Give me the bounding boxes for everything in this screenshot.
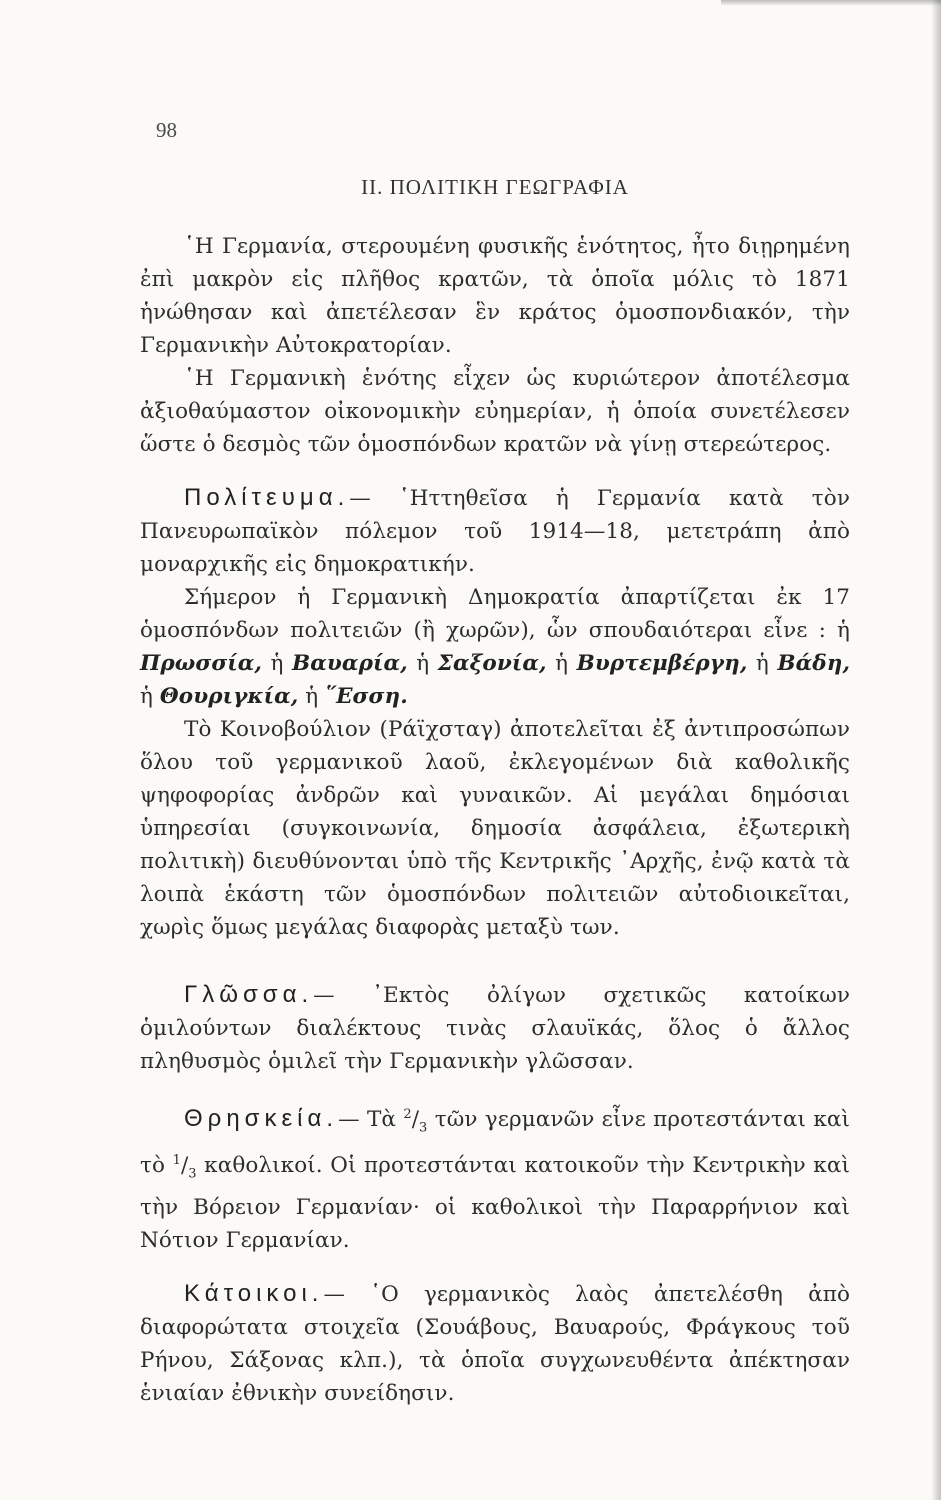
state-saxony: Σαξονία,	[437, 651, 547, 676]
religion-text-1: — Τὰ	[338, 1107, 397, 1133]
inhabitants-text: — ῾Ο γερμανικὸς λαὸς ἀπετελέσθη ἀπὸ διαφορώτατα στοιχεῖα (Σουάβους, Βαυαρούς, Φράγκους τοῦ Ρήνου, Σάξονας κλπ.), τὰ ὁποῖα συγχωνευθέντα ἀπέκτησαν ἑνιαίαν ἐθνικὴν συνείδησιν.	[140, 1281, 850, 1406]
heading-politeuma: Πολίτευμα.	[184, 484, 350, 511]
paragraph-politeuma	[140, 481, 850, 581]
state-baden: Βάδη,	[777, 651, 851, 676]
paragraph-states	[140, 581, 850, 713]
state-prussia: Πρωσσία,	[140, 651, 263, 676]
state-article: ἡ	[140, 684, 153, 709]
page-corner-shadow	[721, 0, 941, 6]
state-bavaria: Βαυαρία,	[291, 651, 408, 676]
fraction-denominator: 3	[419, 1120, 428, 1136]
paragraph-religion: Θρησκεία.— Τὰ $^2/_3$ τῶν γερμανῶν εἶνε προτεστάνται καὶ τὸ $^1/_3$ καθολικοί. Οἱ προτεστάνται κατοικοῦν τὴν Κεντρικὴν καὶ τὴν Βόρειον Γερμανίαν· οἱ καθολικοὶ τὴν Παραρρήνιον καὶ Νότιον Γερμανίαν.	[140, 1105, 851, 1253]
state-article: ἡ	[416, 651, 430, 676]
religion-text-3: καθολικοί. Οἱ προτεστάνται κατοικοῦν τὴν Κεντρικὴν καὶ τὴν Βόρειον Γερμανίαν· οἱ καθολικοὶ τὴν Παραρρήνιον καὶ Νότιον Γερμανίαν.	[140, 1153, 850, 1253]
state-thuringia: Θουριγκία,	[159, 684, 299, 709]
heading-religion: Θρησκεία.	[184, 1105, 339, 1133]
state-hesse: ῞Εσση.	[325, 684, 408, 709]
page-edge-shadow	[931, 0, 941, 1500]
state-article: ἡ	[270, 651, 284, 676]
paragraph-economy: ῾Η Γερμανικὴ ἑνότης εἶχεν ὡς κυριώτερον ἀποτέλεσμα ἀξιοθαύμαστον οἰκονομικὴν εὐημερίαν, ἡ ὁποία συνετέλεσεν ὥστε ὁ δεσμὸς τῶν ὁμοσπόνδων κρατῶν νὰ γίνῃ στερεώτερος.	[140, 366, 850, 457]
heading-inhabitants: Κάτοικοι.	[184, 1279, 324, 1307]
religion-text-2: τῶν γερμανῶν εἶνε προτεστάνται καὶ τὸ	[140, 1107, 851, 1179]
paragraph-unity: ῾Η Γερμανία, στερουμένη φυσικῆς ἑνότητος, ἦτο διῃρημένη ἐπὶ μακρὸν εἰς πλῆθος κρατῶν, τὰ ὁποῖα μόλις τὸ 1871 ἡνώθησαν καὶ ἀπετέλεσαν ἓν κράτος ὁμοσπονδιακόν, τὴν Γερμανικὴν Αὐτοκρατορίαν.	[140, 234, 850, 358]
politeuma-text: — ῾Ηττηθεῖσα ἡ Γερμανία κατὰ τὸν Πανευρωπαϊκὸν πόλεμον τοῦ 1914—18, μετετράπη ἀπὸ μοναρχικῆς εἰς δημοκρατικήν.	[140, 486, 850, 577]
state-article: ἡ	[305, 684, 319, 709]
section-title: II. ΠΟΛΙΤΙΚΗ ΓΕΩΓΡΑΦΙΑ	[361, 175, 629, 199]
fraction-denominator: 3	[188, 1166, 197, 1182]
state-article: ἡ	[555, 651, 569, 676]
heading-language: Γλῶσσα.	[184, 981, 314, 1008]
fraction-numerator: 2	[403, 1107, 412, 1122]
paragraph-inhabitants	[140, 1277, 850, 1410]
fraction-numerator: 1	[172, 1153, 181, 1169]
states-intro: Σήμερον ἡ Γερμανικὴ Δημοκρατία ἀπαρτίζεται ἐκ 17 ὁμοσπόνδων πολιτειῶν (ἢ χωρῶν), ὧν σπουδαιότεραι εἶνε : ἡ	[140, 585, 850, 643]
paragraph-language	[140, 978, 850, 1078]
paragraph-parliament: Τὸ Κοινοβούλιον (Ράϊχσταγ) ἀποτελεῖται ἐξ ἀντιπροσώπων ὅλου τοῦ γερμανικοῦ λαοῦ, ἐκλεγομένων διὰ καθολικῆς ψηφοφορίας ἀνδρῶν καὶ γυναικῶν. Αἱ μεγάλαι δημόσιαι ὑπηρεσίαι (συγκοινωνία, δημοσία ἀσφάλεια, ἐξωτερικὴ πολιτικὴ) διευθύνονται ὑπὸ τῆς Κεντρικῆς ᾿Αρχῆς, ἐνῷ κατὰ τὰ λοιπὰ ἑκάστη τῶν ὁμοσπόνδων πολιτειῶν αὐτοδιοικεῖται, χωρὶς ὅμως μεγάλας διαφορὰς μεταξὺ των.	[140, 717, 850, 940]
book-page	[140, 118, 850, 1410]
state-wurttemberg: Βυρτεμβέργη,	[576, 651, 748, 676]
state-article: ἡ	[755, 651, 769, 676]
language-text: — ᾿Εκτὸς ὀλίγων σχετικῶς κατοίκων ὁμιλούντων διαλέκτους τινὰς σλαυϊκάς, ὅλος ὁ ἄλλος πληθυσμὸς ὁμιλεῖ τὴν Γερμανικὴν γλῶσσαν.	[140, 983, 850, 1074]
page-number: 98	[156, 118, 177, 142]
